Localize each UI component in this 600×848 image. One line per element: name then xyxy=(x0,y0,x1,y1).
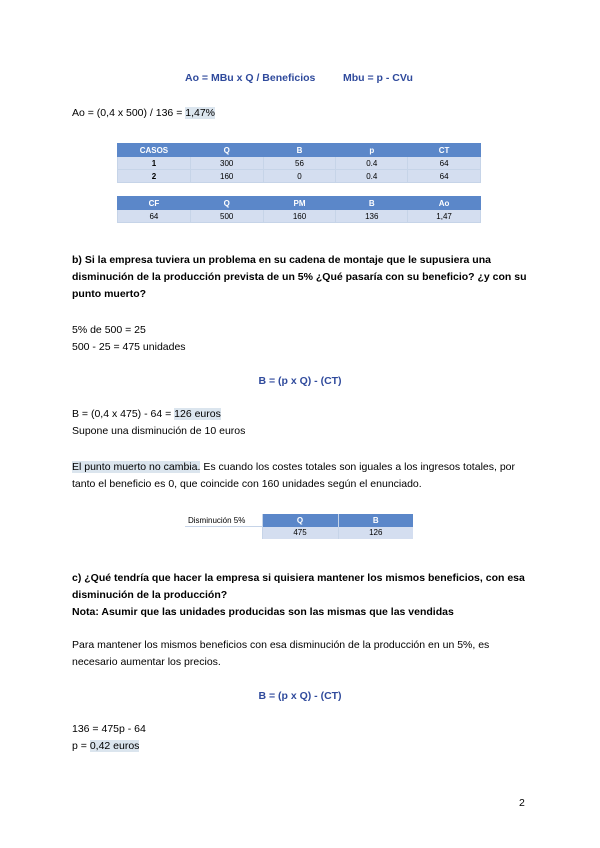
pm-highlight: El punto muerto no cambia. xyxy=(72,461,201,473)
table2-header-row xyxy=(185,514,413,527)
section-c xyxy=(72,570,527,621)
formula-ao: Ao = MBu x Q / Beneficios xyxy=(185,72,316,84)
table-spacer-row xyxy=(118,183,481,197)
table1-header-cell: Q xyxy=(190,144,263,157)
table-cell: 160 xyxy=(190,170,263,183)
table-row xyxy=(118,157,481,170)
page-number: 2 xyxy=(519,797,525,809)
section-b-calc-result: 126 euros xyxy=(174,408,221,420)
table-cell: 64 xyxy=(118,210,191,223)
table-row xyxy=(118,170,481,183)
table1-header-cell: B xyxy=(263,144,336,157)
table-cell: 1,47 xyxy=(408,210,481,223)
table1-header-cell: Ao xyxy=(408,197,481,210)
table1-header-cell: p xyxy=(336,144,408,157)
section-c-result xyxy=(72,738,146,755)
section-b-pm-paragraph xyxy=(72,459,527,493)
table-cell: 475 xyxy=(262,527,338,540)
table1-header-row-1 xyxy=(118,144,481,157)
section-b-result-block xyxy=(72,406,245,440)
pm-text: Es cuando los costes totales son iguales a los ingresos totales, por tanto el beneficio es 0, que coincide con 160 unidades según el enunciado. xyxy=(72,461,516,490)
formula-mbu: Mbu = p - CVu xyxy=(343,72,413,84)
table1-header-cell: CT xyxy=(408,144,481,157)
section-c-note: Nota: Asumir que las unidades producidas son las mismas que las vendidas xyxy=(72,606,454,618)
table-cell: 160 xyxy=(263,210,336,223)
table-cell: 300 xyxy=(190,157,263,170)
table-cell: 126 xyxy=(338,527,413,540)
section-c-text: Para mantener los mismos beneficios con esa disminución de la producción en un 5%, es necesario aumentar los precios. xyxy=(72,639,490,668)
section-b xyxy=(72,252,527,303)
section-b-calc-lines xyxy=(72,322,186,356)
ao-calc-result: 1,47% xyxy=(185,107,216,119)
section-c-result-value: 0,42 euros xyxy=(89,740,140,752)
table1-header-cell: CF xyxy=(118,197,191,210)
data-table-1 xyxy=(117,143,481,223)
section-b-calc-prefix: B = (0,4 x 475) - 64 = xyxy=(72,408,175,420)
table-cell: 500 xyxy=(190,210,263,223)
section-c-paragraph xyxy=(72,637,527,671)
section-c-line-1: 136 = 475p - 64 xyxy=(72,723,146,735)
table2-empty-cell xyxy=(185,527,262,540)
table-cell: 64 xyxy=(408,157,481,170)
table2-header-cell: B xyxy=(338,514,413,527)
table1-header-cell: CASOS xyxy=(118,144,191,157)
section-c-result-prefix: p = xyxy=(72,740,90,752)
section-b-line-1: 5% de 500 = 25 xyxy=(72,324,146,336)
table1-header-cell: Q xyxy=(190,197,263,210)
table-row xyxy=(118,210,481,223)
section-b-line-2: 500 - 25 = 475 unidades xyxy=(72,341,186,353)
table1-header-cell: B xyxy=(336,197,408,210)
table-cell: 56 xyxy=(263,157,336,170)
section-c-result-block xyxy=(72,721,146,755)
table-cell: 0.4 xyxy=(336,157,408,170)
table2-label: Disminución 5% xyxy=(185,514,262,527)
table-cell: 2 xyxy=(118,170,191,183)
section-b-question: b) Si la empresa tuviera un problema en su cadena de montaje que le supusiera una disminución de la producción prevista de un 5% ¿Qué pasaría con su beneficio? ¿y con su punto muerto? xyxy=(72,254,527,300)
table-row xyxy=(185,527,413,540)
table2-header-cell: Q xyxy=(262,514,338,527)
table-cell: 0 xyxy=(263,170,336,183)
data-table-2 xyxy=(185,514,413,539)
section-b-calc xyxy=(72,406,245,423)
ao-calculation xyxy=(72,107,215,119)
section-c-formula: B = (p x Q) - (CT) xyxy=(258,690,342,702)
table-cell: 136 xyxy=(336,210,408,223)
table-cell: 1 xyxy=(118,157,191,170)
ao-calc-prefix: Ao = (0,4 x 500) / 136 = xyxy=(72,107,186,119)
table1-header-cell: PM xyxy=(263,197,336,210)
table-cell: 64 xyxy=(408,170,481,183)
table1-header-row-2 xyxy=(118,197,481,210)
section-b-formula: B = (p x Q) - (CT) xyxy=(258,375,342,387)
section-b-note: Supone una disminución de 10 euros xyxy=(72,425,246,437)
table-cell: 0.4 xyxy=(336,170,408,183)
section-c-question: c) ¿Qué tendría que hacer la empresa si quisiera mantener los mismos beneficios, con esa disminución de la producción? xyxy=(72,572,525,601)
